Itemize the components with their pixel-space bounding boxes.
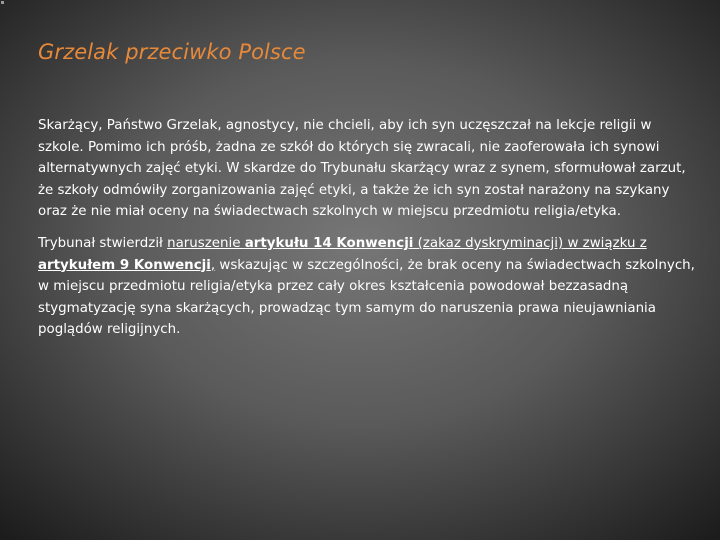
paragraph-court-ruling <box>38 233 698 341</box>
paragraph-case-description: Skarżący, Państwo Grzelak, agnostycy, nie chcieli, aby ich syn uczęszczał na lekcje religii w szkole. Pomimo ich próśb, żadna ze szkół do których się zwracali, nie zaoferowała ich synowi alternatywnych zajęć etyki. W skardze do Trybunału skarżący wraz z synem, sformułował zarzut, że szkoły odmówiły zorganizowania zajęć etyki, a także że ich syn został narażony na szykany oraz że nie miał oceny na świadectwach szkolnych w miejscu przedmiotu religia/etyka. <box>38 118 686 219</box>
slide-content <box>38 115 698 341</box>
ruling-link-violation[interactable]: naruszenie <box>167 236 245 251</box>
ruling-link-in-connection[interactable]: w związku z <box>563 236 647 251</box>
ruling-text-intro: Trybunał stwierdził <box>38 236 168 251</box>
ruling-text-rest: wskazując w szczególności, że brak oceny na świadectwach szkolnych, w miejscu przedmiotu religia/etyka przez cały okres kształcenia powodował bezzasadną stygmatyzację syna skarżących, prowadząc tym samym do naruszenia prawa nieujawniania poglądów religijnych. <box>38 257 695 337</box>
ruling-link-comma[interactable]: , <box>210 257 216 273</box>
ruling-link-discrimination[interactable]: (zakaz dyskryminacji) <box>413 236 564 251</box>
ruling-link-article-9[interactable]: artykułem 9 Konwencji <box>38 257 211 273</box>
corner-mark <box>1 1 4 4</box>
ruling-link-article-14[interactable]: artykułu 14 Konwencji <box>244 236 414 251</box>
slide-title: Grzelak przeciwko Polsce <box>38 40 306 64</box>
